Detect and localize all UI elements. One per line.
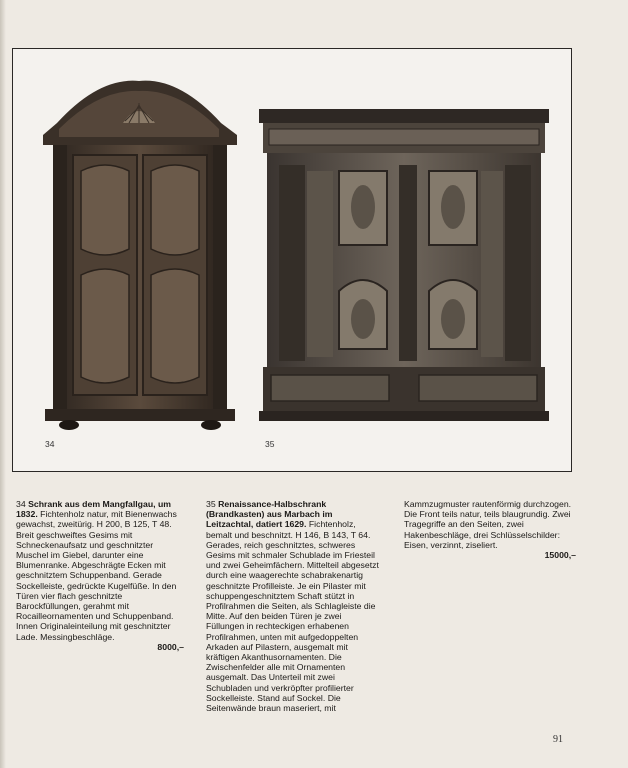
entry-description: Fichtenholz natur, mit Bienenwachs gewachst, zweitürig. H 200, B 125, T 48. Breit geschweiftes Gesims mit Schneckenaufsatz und geschnitzter Muschel im Giebel, darunter eine Blumenranke. Abgeschrägte Ecken mit geschnitztem Schuppenband. Gerade Sockelleiste, gedrückte Kugelfüße. In den Türen vier flach geschnitzte Barockfüllungen, gerahmt mit Rocailleornamenten und Schuppenband. Innen Originaleinteilung mit geschnitzter Lade. Messingbeschläge. xyxy=(16,509,180,642)
entry-title: Schrank aus dem Mangfallgau, um 1832. xyxy=(16,499,174,520)
cabinet-35-image xyxy=(259,109,549,431)
photo-wardrobe-34 xyxy=(39,79,239,431)
entry-description: Fichtenholz, bemalt und beschnitzt. H 146, B 143, T 64. Gerades, reich geschnitztes, schweres Gesims mit schmaler Schublade im Friesteil und zwei Geheimfächern. Mittelteil abgesetzt durch eine waagerechte schabrakenartig geschnitzte Profilleiste. Je ein Pilaster mit schuppengeschnitztem Schaft stützt in Profilrahmen die Seiten, als Schlagleiste die Mitte. Auf den beiden Türen je zwei Füllungen in rechteckigen erhabenen Profilrahmen, unten mit aufgedoppelten Arkaden auf Pilastern, ausgemalt mit kräftigen Akanthusornamenten. Die Zwischenfelder alle mit Ornamenten ausgemalt. Das Unterteil mit zwei Schubladen und verkröpfter profilierter Sockelleiste. Stand auf Sockel. Die Seitenwände braun maseriert, mit xyxy=(206,519,382,714)
figure-number-34: 34 xyxy=(45,439,55,449)
catalog-entry-34 xyxy=(16,499,184,652)
catalog-entry-35 xyxy=(206,499,382,713)
figure-number-35: 35 xyxy=(265,439,275,449)
entry-price: 8000,– xyxy=(157,641,184,652)
entry-description-continued: Kammzugmuster rautenförmig durchzogen. Die Front teils natur, teils blaugrundig. Zwei Tragegriffe an den Seiten, zwei Hakenbeschläge, drei Schlüsselschilder: Eisen, verzinnt, ziseliert. xyxy=(404,499,574,550)
catalog-entry-35-continued xyxy=(404,499,576,560)
photo-plate xyxy=(12,48,572,472)
entry-price: 15000,– xyxy=(544,550,576,561)
photo-cabinet-35 xyxy=(259,109,549,431)
entry-title: Renaissance-Halbschrank (Brandkasten) aus Marbach im Leitzachtal, datiert 1629. xyxy=(206,499,335,530)
page-edge-shadow xyxy=(0,0,6,768)
entry-number: 34 xyxy=(16,499,26,509)
wardrobe-34-image xyxy=(39,79,239,431)
page-number: 91 xyxy=(553,734,563,745)
entry-number: 35 xyxy=(206,499,216,509)
